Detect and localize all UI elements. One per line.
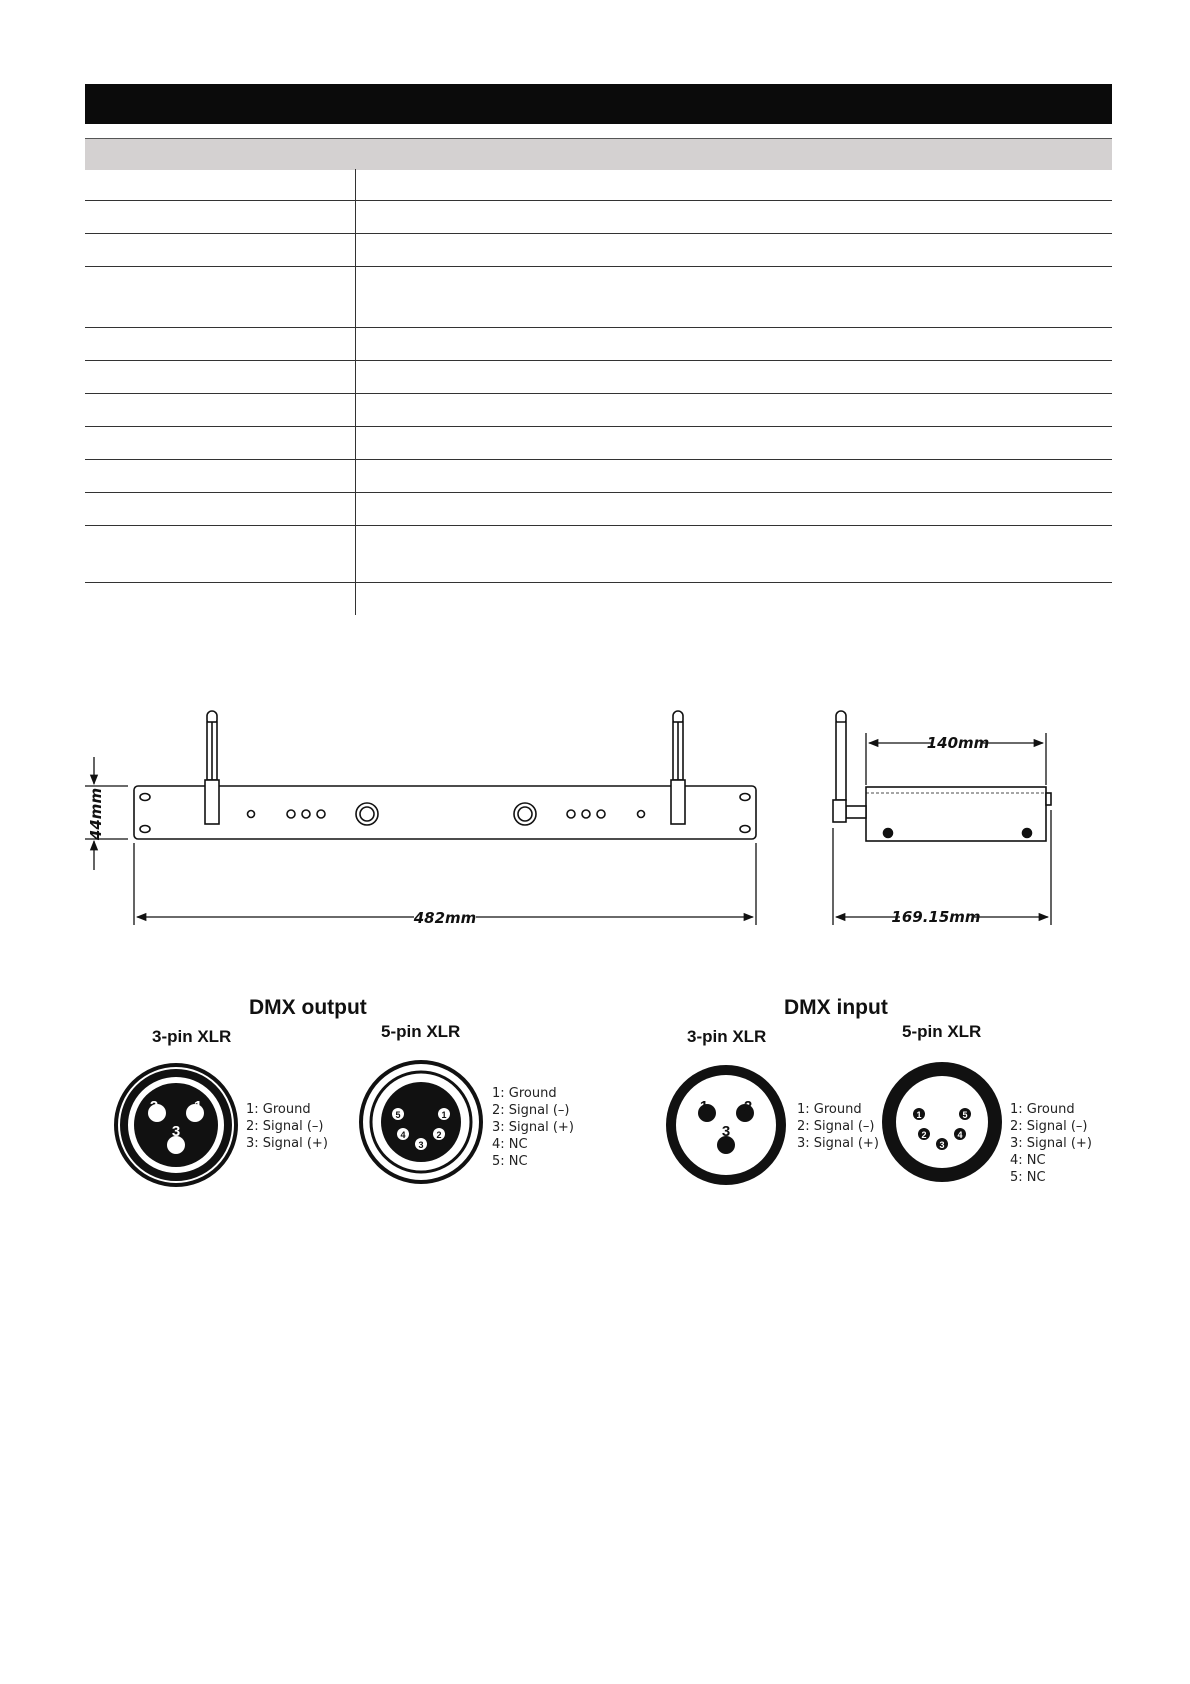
pin-item: 2: Signal (–): [492, 1103, 570, 1118]
dmx-input-5pin-label: 5-pin XLR: [902, 1022, 982, 1041]
front-panel: [134, 786, 756, 839]
pin-label: 5: [395, 1110, 401, 1120]
xlr5-output-icon: [361, 1062, 481, 1182]
pin-item: 1: Ground: [492, 1086, 557, 1101]
pin-label: 2: [743, 1098, 753, 1115]
dmx-input-5pin-list: [1010, 1101, 1092, 1186]
pin-label: 1: [193, 1098, 203, 1115]
pin-item: 1: Ground: [797, 1102, 862, 1117]
pin-item: 3: Signal (+): [797, 1136, 879, 1151]
pin-item: 1: Ground: [1010, 1102, 1075, 1117]
pin-label: 2: [436, 1130, 442, 1140]
dmx-input-3pin-list: [797, 1101, 879, 1152]
pin-label: 3: [721, 1123, 731, 1140]
pin-label: 1: [916, 1110, 922, 1120]
height-dimension: 44mm: [87, 787, 105, 841]
pin-item: 5: NC: [492, 1154, 528, 1169]
dmx-input-title: DMX input: [784, 996, 888, 1019]
pin-item: 3: Signal (+): [1010, 1136, 1092, 1151]
pin-label: 5: [962, 1110, 968, 1120]
pin-label: 4: [957, 1130, 963, 1140]
pin-label: 3: [171, 1123, 181, 1140]
width-dimension: 482mm: [413, 909, 477, 927]
pin-item: 2: Signal (–): [797, 1119, 875, 1134]
dmx-output-3pin-label: 3-pin XLR: [152, 1027, 232, 1046]
dmx-output-3pin-list: [246, 1101, 328, 1152]
front-view: [134, 711, 756, 839]
dmx-input-3pin-label: 3-pin XLR: [687, 1027, 767, 1046]
side-antenna-icon: [833, 711, 866, 822]
pin-label: 2: [921, 1130, 927, 1140]
depth-total-dimension: 169.15mm: [891, 908, 981, 926]
pin-label: 4: [400, 1130, 406, 1140]
depth-body-dimension: 140mm: [926, 734, 990, 752]
pin-item: 3: Signal (+): [246, 1136, 328, 1151]
pin-label: 1: [699, 1098, 709, 1115]
pin-item: 2: Signal (–): [1010, 1119, 1088, 1134]
antenna-right-icon: [671, 711, 685, 824]
pin-item: 4: NC: [1010, 1153, 1046, 1168]
pin-item: 5: NC: [1010, 1170, 1046, 1185]
pin-label: 3: [418, 1140, 424, 1150]
pin-label: 3: [939, 1140, 945, 1150]
xlr3-output-icon: [116, 1065, 236, 1185]
pin-item: 2: Signal (–): [246, 1119, 324, 1134]
pin-item: 4: NC: [492, 1137, 528, 1152]
pin-item: 1: Ground: [246, 1102, 311, 1117]
pin-label: 1: [441, 1110, 447, 1120]
dmx-output-5pin-list: [492, 1085, 574, 1170]
pin-item: 3: Signal (+): [492, 1120, 574, 1135]
xlr5-input-icon: [882, 1062, 1002, 1182]
dmx-output-5pin-label: 5-pin XLR: [381, 1022, 461, 1041]
pin-label: 2: [149, 1098, 159, 1115]
antenna-left-icon: [205, 711, 219, 824]
dmx-output-title: DMX output: [249, 996, 367, 1019]
xlr3-input-icon: [666, 1065, 786, 1185]
